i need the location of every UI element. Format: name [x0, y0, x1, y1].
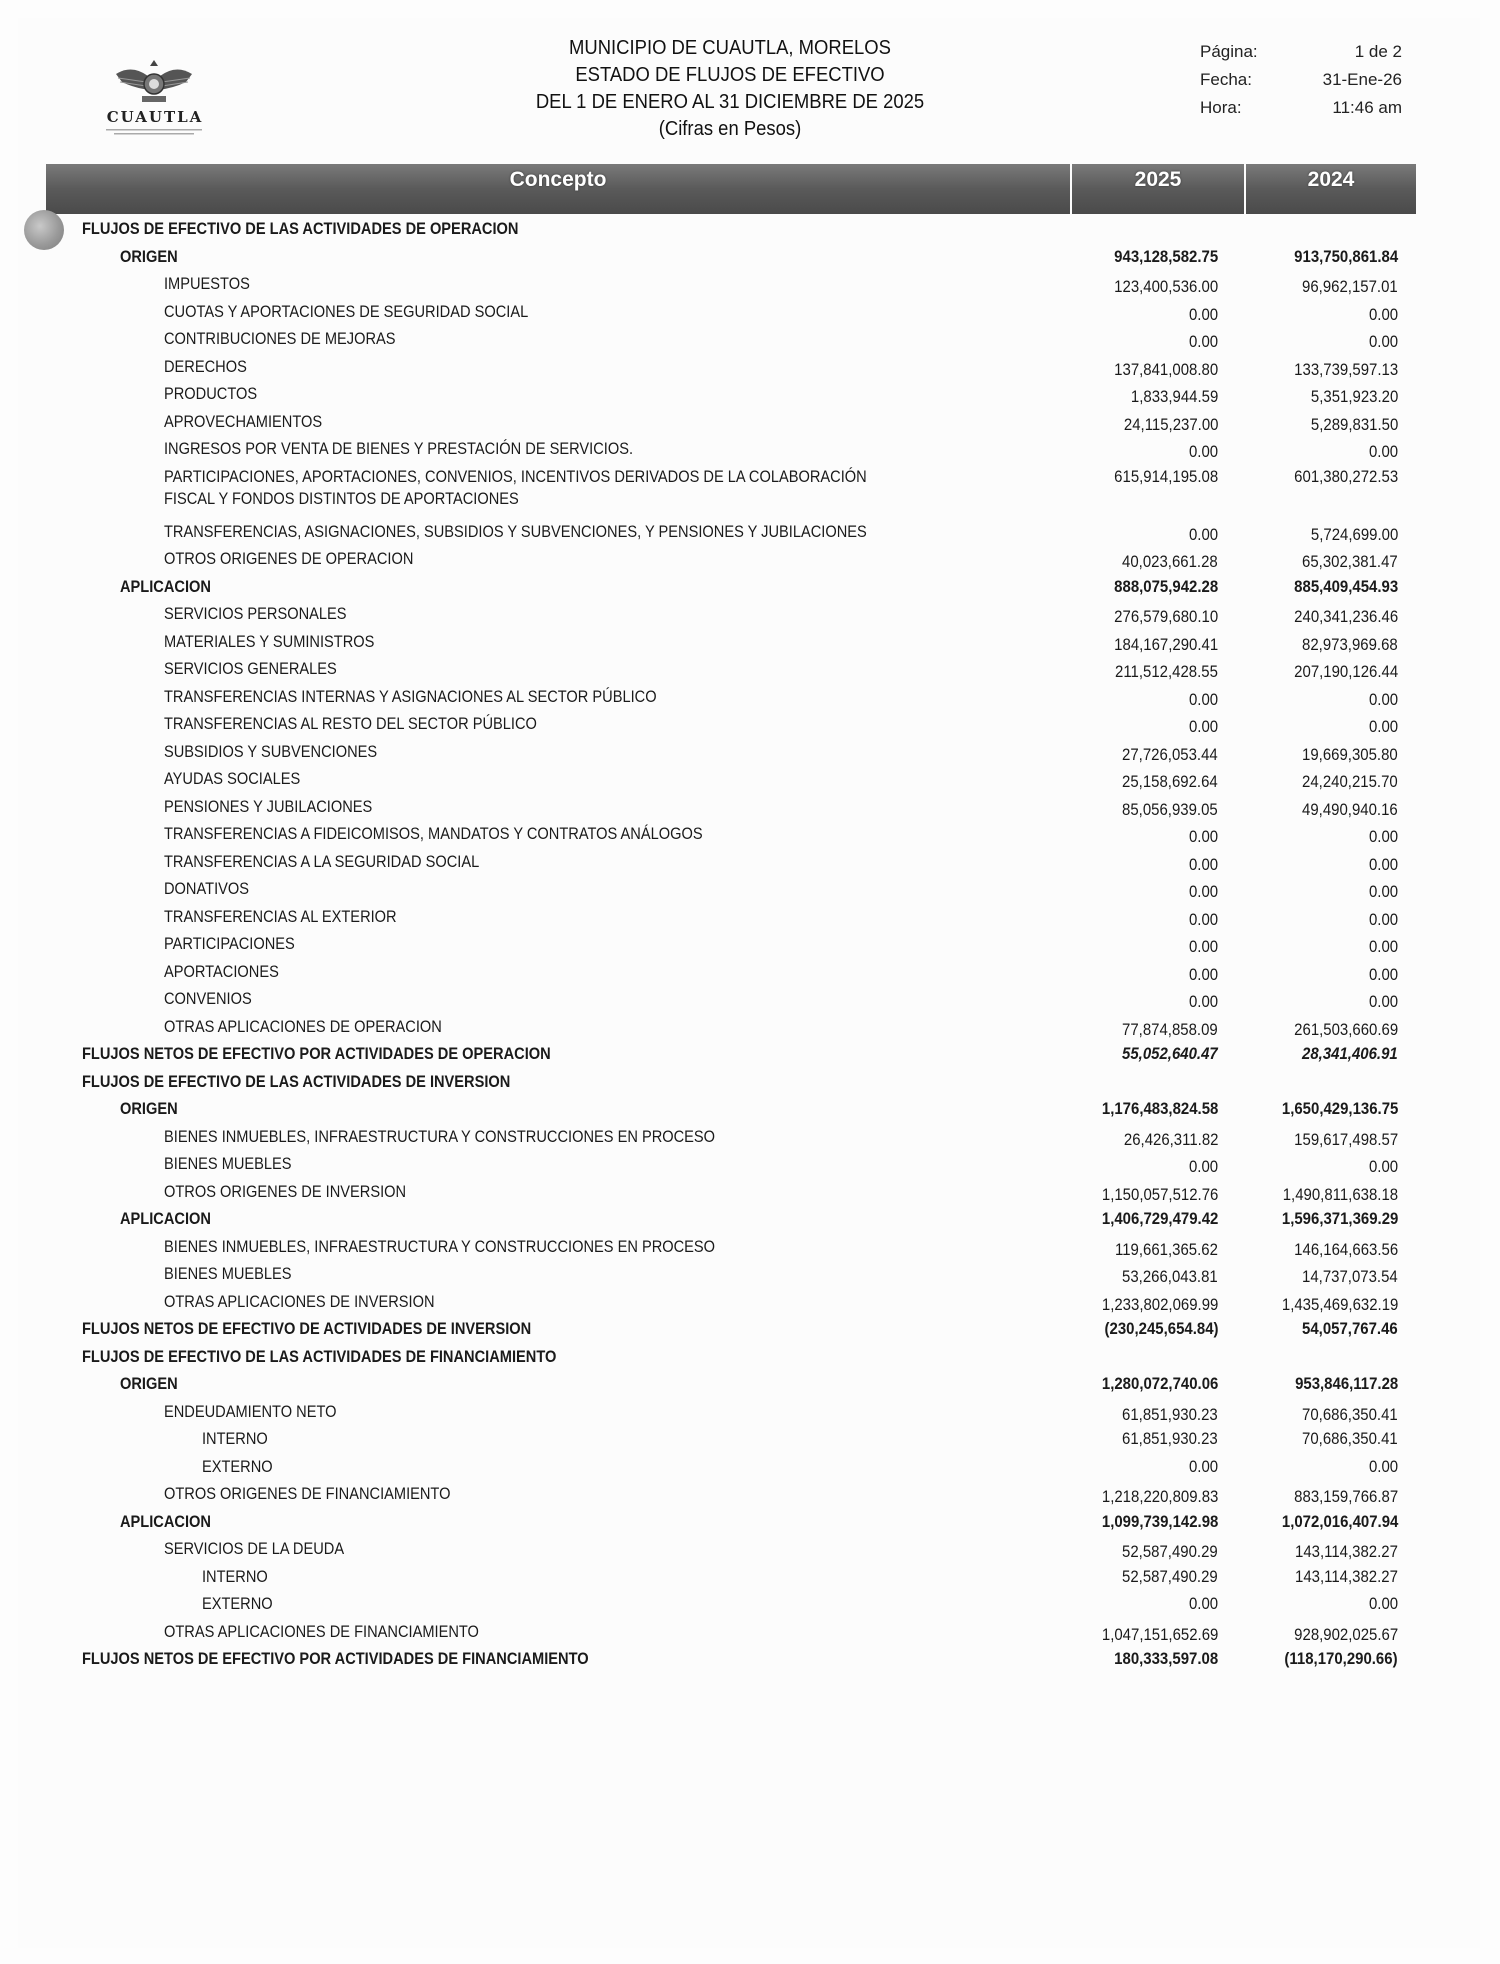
value-2025: 1,233,802,069.99 [1101, 1294, 1218, 1314]
value-2025: 55,052,640.47 [1122, 1044, 1218, 1063]
value-2024: 0.00 [1368, 992, 1398, 1011]
title-line: DEL 1 DE ENERO AL 31 DICIEMBRE DE 2025 [535, 90, 925, 113]
row-label: TRANSFERENCIAS A LA SEGURIDAD SOCIAL [164, 851, 480, 871]
value-2024: 207,190,126.44 [1294, 662, 1398, 681]
value-2025: 119,661,365.62 [1115, 1239, 1218, 1259]
value-2024: 96,962,157.01 [1302, 277, 1398, 296]
table-row [0, 1098, 1500, 1120]
value-2024: 28,341,406.91 [1302, 1044, 1398, 1063]
value-2025: 0.00 [1188, 332, 1218, 351]
row-label: SERVICIOS DE LA DEUDA [164, 1539, 345, 1558]
value-2024: 0.00 [1368, 442, 1398, 461]
table-row [0, 1318, 1500, 1340]
table-row [0, 906, 1500, 928]
value-2025: 211,512,428.55 [1115, 662, 1218, 681]
table-row [0, 383, 1500, 405]
value-2025: 25,158,692.64 [1122, 772, 1218, 791]
value-2025: 276,579,680.10 [1114, 607, 1218, 626]
row-label: BIENES MUEBLES [164, 1264, 292, 1283]
value-2024: 143,114,382.27 [1295, 1542, 1398, 1561]
row-label: FLUJOS DE EFECTIVO DE LAS ACTIVIDADES DE INVERSION [82, 1071, 511, 1091]
row-label: CONTRIBUCIONES DE MEJORAS [164, 329, 396, 348]
value-2024: 159,617,498.57 [1294, 1129, 1398, 1149]
value-2024: 601,380,272.53 [1294, 466, 1398, 486]
value-2024: 0.00 [1368, 304, 1398, 324]
value-2024: 19,669,305.80 [1302, 744, 1398, 764]
row-label: BIENES MUEBLES [164, 1154, 292, 1173]
value-2025: 1,176,483,824.58 [1101, 1099, 1218, 1118]
value-2024: 0.00 [1368, 717, 1398, 736]
value-2024: 0.00 [1368, 1157, 1398, 1176]
value-2025: 0.00 [1188, 882, 1218, 901]
row-label: APLICACION [120, 576, 211, 596]
value-2024: 1,650,429,136.75 [1281, 1099, 1398, 1118]
table-row [0, 438, 1500, 460]
row-label: PARTICIPACIONES [164, 934, 295, 953]
value-2024: 1,435,469,632.19 [1281, 1294, 1398, 1314]
title-line: ESTADO DE FLUJOS DE EFECTIVO [575, 63, 885, 86]
value-2025: 1,218,220,809.83 [1101, 1487, 1218, 1506]
value-2025: 180,333,597.08 [1114, 1649, 1218, 1668]
table-row [0, 548, 1500, 570]
table-row [0, 1291, 1500, 1313]
logo-tagline-mark [104, 128, 204, 136]
table-row [0, 878, 1500, 900]
table-row [0, 988, 1500, 1010]
row-label: FLUJOS DE EFECTIVO DE LAS ACTIVIDADES DE OPERACION [82, 219, 519, 238]
report-title-block [496, 34, 964, 142]
row-label: BIENES INMUEBLES, INFRAESTRUCTURA Y CONSTRUCCIONES EN PROCESO [164, 1236, 716, 1256]
row-label: APORTACIONES [164, 961, 279, 981]
value-2025: 0.00 [1188, 304, 1218, 324]
value-2024: (118,170,290.66) [1284, 1649, 1398, 1668]
table-row [0, 301, 1500, 323]
value-2024: 133,739,597.13 [1294, 359, 1398, 379]
value-2024: 0.00 [1368, 964, 1398, 984]
row-label: EXTERNO [202, 1594, 273, 1613]
municipal-logo [88, 58, 218, 138]
table-row [0, 686, 1500, 708]
table-row [0, 1126, 1500, 1148]
value-2024: 261,503,660.69 [1294, 1019, 1398, 1039]
value-2024: 49,490,940.16 [1302, 799, 1398, 819]
value-2025: 0.00 [1188, 964, 1218, 984]
row-label: ORIGEN [120, 246, 178, 266]
row-label-line: FISCAL Y FONDOS DISTINTOS DE APORTACIONES [164, 488, 519, 508]
table-row [0, 1511, 1500, 1533]
table-row [0, 576, 1500, 598]
column-header-2024: 2024 [1246, 164, 1416, 214]
row-label: TRANSFERENCIAS A FIDEICOMISOS, MANDATOS Y CONTRATOS ANÁLOGOS [164, 824, 703, 843]
row-label: APLICACION [120, 1209, 211, 1228]
table-row [0, 328, 1500, 350]
value-2024: 24,240,215.70 [1302, 772, 1398, 791]
row-label: OTRAS APLICACIONES DE INVERSION [164, 1291, 435, 1311]
row-label: APROVECHAMIENTOS [164, 411, 323, 431]
value-2024: 928,902,025.67 [1294, 1624, 1398, 1644]
time-value: 11:46 am [1332, 98, 1402, 117]
value-2024: 0.00 [1368, 332, 1398, 351]
time-label: Hora: [1200, 98, 1242, 117]
row-label: FLUJOS NETOS DE EFECTIVO DE ACTIVIDADES DE INVERSION [82, 1319, 532, 1338]
row-label: FLUJOS DE EFECTIVO DE LAS ACTIVIDADES DE FINANCIAMIENTO [82, 1346, 557, 1366]
row-label: OTROS ORIGENES DE INVERSION [164, 1181, 407, 1201]
meta-values [1290, 38, 1402, 122]
value-2024: 5,724,699.00 [1310, 524, 1398, 544]
table-row [0, 741, 1500, 763]
value-2024: 953,846,117.28 [1294, 1374, 1398, 1393]
table-row [0, 851, 1500, 873]
row-label: DONATIVOS [164, 879, 250, 898]
table-row [0, 1346, 1500, 1368]
value-2024: 913,750,861.84 [1294, 246, 1398, 266]
value-2025: 24,115,237.00 [1123, 414, 1218, 434]
table-row [0, 521, 1500, 543]
table-row [0, 356, 1500, 378]
logo-wordmark: CUAUTLA [106, 108, 204, 126]
row-label: OTROS ORIGENES DE OPERACION [164, 549, 414, 568]
value-2025: 1,047,151,652.69 [1101, 1624, 1218, 1644]
row-label: DERECHOS [164, 356, 247, 376]
value-2025: 1,833,944.59 [1130, 387, 1218, 406]
value-2025: 85,056,939.05 [1122, 799, 1218, 819]
table-row [0, 1153, 1500, 1175]
table-row [0, 1263, 1500, 1285]
row-label: CONVENIOS [164, 989, 252, 1008]
value-2025: 615,914,195.08 [1114, 466, 1218, 486]
date-value: 31-Ene-26 [1322, 70, 1402, 89]
table-row [0, 218, 1500, 240]
value-2024: 1,490,811,638.18 [1282, 1184, 1398, 1204]
value-2024: 1,072,016,407.94 [1281, 1511, 1398, 1531]
page-value: 1 de 2 [1354, 42, 1402, 61]
value-2024: 82,973,969.68 [1302, 634, 1398, 654]
table-row [0, 631, 1500, 653]
table-header [46, 164, 1416, 214]
table-row [0, 1236, 1500, 1258]
value-2024: 0.00 [1368, 937, 1398, 956]
row-label: INTERNO [202, 1429, 268, 1448]
row-label: FLUJOS NETOS DE EFECTIVO POR ACTIVIDADES DE OPERACION [82, 1044, 551, 1063]
value-2025: (230,245,654.84) [1104, 1319, 1218, 1338]
value-2025: 0.00 [1188, 937, 1218, 956]
row-label: TRANSFERENCIAS AL EXTERIOR [164, 906, 397, 926]
value-2025: 53,266,043.81 [1122, 1267, 1218, 1286]
date-label: Fecha: [1200, 70, 1252, 89]
row-label: APLICACION [120, 1511, 211, 1531]
table-row [0, 1181, 1500, 1203]
value-2024: 5,351,923.20 [1310, 387, 1398, 406]
table-row [0, 466, 1500, 508]
value-2024: 0.00 [1368, 1456, 1398, 1476]
value-2024: 143,114,382.27 [1295, 1566, 1398, 1586]
table-row [0, 1566, 1500, 1588]
value-2025: 40,023,661.28 [1122, 552, 1218, 571]
title-line: MUNICIPIO DE CUAUTLA, MORELOS [569, 36, 891, 59]
title-line: (Cifras en Pesos) [658, 117, 802, 140]
value-2025: 1,099,739,142.98 [1101, 1511, 1218, 1531]
value-2024: 0.00 [1368, 827, 1398, 846]
table-row [0, 823, 1500, 845]
value-2024: 240,341,236.46 [1294, 607, 1398, 626]
value-2024: 0.00 [1368, 854, 1398, 874]
row-label [164, 466, 867, 510]
row-label: MATERIALES Y SUMINISTROS [164, 631, 375, 651]
value-2024: 885,409,454.93 [1294, 576, 1398, 596]
column-header-concepto: Concepto [46, 164, 1070, 214]
value-2025: 52,587,490.29 [1122, 1566, 1218, 1586]
value-2024: 5,289,831.50 [1310, 414, 1398, 434]
value-2024: 0.00 [1368, 1594, 1398, 1613]
value-2025: 26,426,311.82 [1123, 1129, 1218, 1149]
value-2024: 70,686,350.41 [1302, 1429, 1398, 1448]
value-2025: 1,406,729,479.42 [1101, 1209, 1218, 1228]
value-2025: 0.00 [1188, 1157, 1218, 1176]
row-label: SUBSIDIOS Y SUBVENCIONES [164, 741, 378, 761]
value-2025: 137,841,008.80 [1114, 359, 1218, 379]
page-label: Página: [1200, 42, 1258, 61]
value-2025: 0.00 [1188, 854, 1218, 874]
row-label: SERVICIOS GENERALES [164, 659, 337, 678]
row-label: FLUJOS NETOS DE EFECTIVO POR ACTIVIDADES DE FINANCIAMIENTO [82, 1649, 589, 1668]
value-2025: 943,128,582.75 [1114, 246, 1218, 266]
row-label: TRANSFERENCIAS, ASIGNACIONES, SUBSIDIOS Y SUBVENCIONES, Y PENSIONES Y JUBILACIONES [164, 521, 867, 541]
table-row [0, 411, 1500, 433]
value-2025: 0.00 [1188, 992, 1218, 1011]
value-2025: 0.00 [1188, 1594, 1218, 1613]
row-label: ORIGEN [120, 1374, 178, 1393]
row-label: OTROS ORIGENES DE FINANCIAMIENTO [164, 1484, 451, 1503]
value-2024: 65,302,381.47 [1302, 552, 1398, 571]
row-label: SERVICIOS PERSONALES [164, 604, 347, 623]
value-2024: 0.00 [1368, 882, 1398, 901]
row-label: PENSIONES Y JUBILACIONES [164, 796, 373, 816]
row-label: BIENES INMUEBLES, INFRAESTRUCTURA Y CONSTRUCCIONES EN PROCESO [164, 1126, 716, 1146]
value-2025: 1,280,072,740.06 [1101, 1374, 1218, 1393]
value-2025: 0.00 [1188, 827, 1218, 846]
table-row [0, 1208, 1500, 1230]
table-row [0, 603, 1500, 625]
table-row [0, 1456, 1500, 1478]
row-label: IMPUESTOS [164, 274, 250, 293]
value-2025: 0.00 [1188, 909, 1218, 929]
table-row [0, 1428, 1500, 1450]
value-2025: 61,851,930.23 [1122, 1429, 1218, 1448]
row-label: TRANSFERENCIAS AL RESTO DEL SECTOR PÚBLICO [164, 714, 537, 733]
column-header-2025: 2025 [1072, 164, 1244, 214]
eagle-crest-icon [112, 60, 196, 106]
row-label: EXTERNO [202, 1456, 273, 1476]
table-row [0, 1043, 1500, 1065]
table-row [0, 1401, 1500, 1423]
row-label: AYUDAS SOCIALES [164, 769, 301, 788]
value-2025: 0.00 [1188, 1456, 1218, 1476]
row-label: ORIGEN [120, 1099, 178, 1118]
meta-labels [1200, 38, 1258, 122]
table-row [0, 796, 1500, 818]
table-row [0, 658, 1500, 680]
value-2024: 883,159,766.87 [1294, 1487, 1398, 1506]
value-2025: 77,874,858.09 [1122, 1019, 1218, 1039]
value-2025: 0.00 [1188, 717, 1218, 736]
row-label: ENDEUDAMIENTO NETO [164, 1401, 337, 1421]
table-row [0, 1071, 1500, 1093]
value-2024: 14,737,073.54 [1302, 1267, 1398, 1286]
row-label: CUOTAS Y APORTACIONES DE SEGURIDAD SOCIAL [164, 301, 529, 321]
table-row [0, 1538, 1500, 1560]
value-2024: 1,596,371,369.29 [1281, 1209, 1398, 1228]
value-2025: 52,587,490.29 [1122, 1542, 1218, 1561]
row-label: OTRAS APLICACIONES DE FINANCIAMIENTO [164, 1621, 479, 1641]
table-row [0, 1016, 1500, 1038]
row-label-line: PARTICIPACIONES, APORTACIONES, CONVENIOS, INCENTIVOS DERIVADOS DE LA COLABORACIÓN [164, 466, 867, 486]
row-label: OTRAS APLICACIONES DE OPERACION [164, 1016, 442, 1036]
table-row [0, 933, 1500, 955]
value-2024: 0.00 [1368, 689, 1398, 709]
value-2025: 0.00 [1188, 689, 1218, 709]
row-label: INTERNO [202, 1566, 268, 1586]
value-2024: 146,164,663.56 [1294, 1239, 1398, 1259]
value-2025: 0.00 [1188, 524, 1218, 544]
table-row [0, 1593, 1500, 1615]
value-2025: 184,167,290.41 [1114, 634, 1218, 654]
table-row [0, 768, 1500, 790]
row-label: TRANSFERENCIAS INTERNAS Y ASIGNACIONES AL SECTOR PÚBLICO [164, 686, 657, 706]
value-2025: 27,726,053.44 [1122, 744, 1218, 764]
value-2024: 70,686,350.41 [1302, 1404, 1398, 1424]
value-2025: 0.00 [1188, 442, 1218, 461]
value-2024: 0.00 [1368, 909, 1398, 929]
table-row [0, 1483, 1500, 1505]
table-row [0, 1373, 1500, 1395]
table-row [0, 713, 1500, 735]
value-2025: 1,150,057,512.76 [1101, 1184, 1218, 1204]
value-2025: 888,075,942.28 [1114, 576, 1218, 596]
table-row [0, 1621, 1500, 1643]
row-label: PRODUCTOS [164, 384, 258, 403]
table-row [0, 273, 1500, 295]
row-label: INGRESOS POR VENTA DE BIENES Y PRESTACIÓN DE SERVICIOS. [164, 439, 634, 458]
value-2025: 123,400,536.00 [1114, 277, 1218, 296]
value-2024: 54,057,767.46 [1302, 1319, 1398, 1338]
table-row [0, 246, 1500, 268]
value-2025: 61,851,930.23 [1122, 1404, 1218, 1424]
table-row [0, 961, 1500, 983]
table-row [0, 1648, 1500, 1670]
